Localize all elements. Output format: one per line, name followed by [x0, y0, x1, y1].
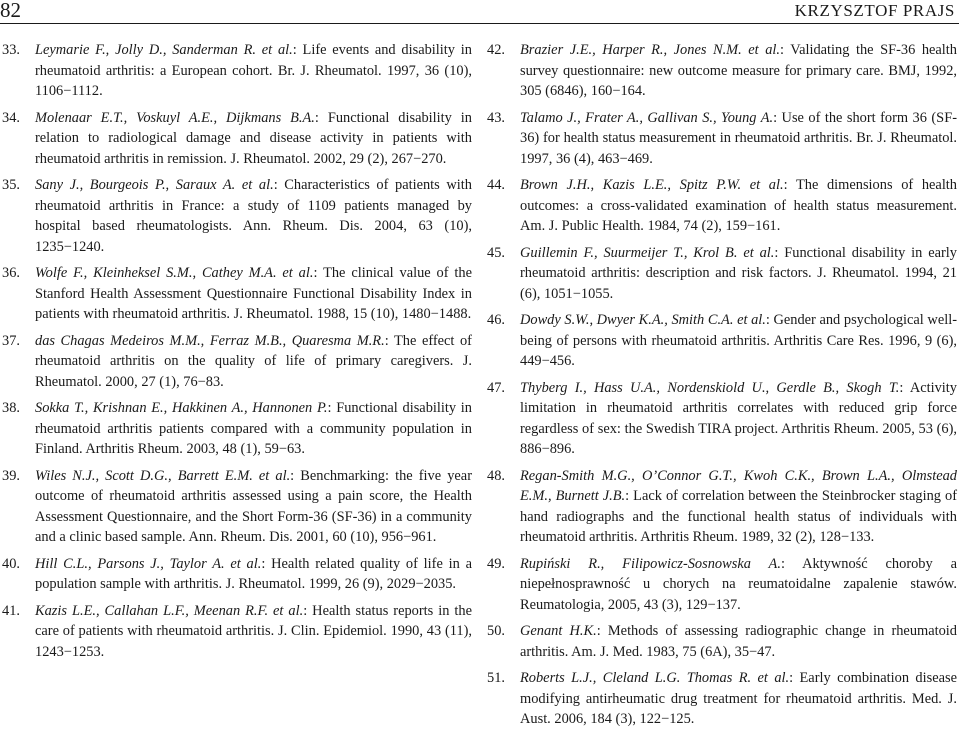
- reference-authors: Brown J.H., Kazis L.E., Spitz P.W. et al.: [520, 177, 784, 193]
- reference-number: 49.: [487, 555, 505, 572]
- reference-authors: Regan-Smith M.G., O’Connor G.T., Kwoh C.K., Brown L.A., Olmstead E.M., Burnett J.B.: [520, 467, 957, 504]
- reference-text: [35, 263, 472, 325]
- reference-text: [35, 554, 472, 595]
- reference-citation: : Benchmarking: the five year outcome of rheumatoid arthritis assessed using a pain score, the Health Assessment Questionnaire, and the Short Form-36 (SF-36) in a community and a clinic based sample. Ann. Rheum. Dis. 2001, 60 (10), 956−961.: [35, 467, 472, 545]
- reference-text: [520, 40, 957, 102]
- reference-citation: : The clinical value of the Stanford Health Assessment Questionnaire Functional Disability Index in patients with rheumatoid arthritis. J. Rheumatol. 1988, 15 (10), 1480−1488.: [35, 265, 472, 322]
- reference-entry: [487, 621, 957, 662]
- reference-citation: : Gender and psychological well-being of persons with rheumatoid arthritis. Arthritis Care Res. 1996, 9 (6), 449−456.: [520, 312, 957, 369]
- reference-authors: Genant H.K.: [520, 623, 597, 639]
- reference-entry: [487, 40, 957, 102]
- reference-citation: : Lack of correlation between the Steinbrocker staging of hand radiographs and the functional health status of individuals with rheumatoid arthritis. Arthritis Rheum. 1989, 32 (2), 128−133.: [520, 488, 957, 545]
- reference-text: [520, 378, 957, 460]
- reference-text: [520, 668, 957, 730]
- reference-number: 48.: [487, 467, 505, 484]
- reference-citation: : The dimensions of health outcomes: a cross-validated examination of health status measurement. Am. J. Public Health. 1984, 74 (2), 159−161.: [520, 177, 958, 234]
- reference-entry: [2, 175, 472, 257]
- reference-authors: Dowdy S.W., Dwyer K.A., Smith C.A. et al.: [520, 312, 766, 328]
- reference-text: [520, 621, 957, 662]
- reference-citation: : Life events and disability in rheumatoid arthritis: a European cohort. Br. J. Rheumatol. 1997, 36 (10), 1106−1112.: [35, 42, 472, 99]
- reference-number: 38.: [2, 400, 20, 416]
- reference-authors: Sokka T., Krishnan E., Hakkinen A., Hannonen P.: [35, 400, 328, 416]
- reference-authors: Rupiński R., Filipowicz-Sosnowska A.: [520, 555, 781, 572]
- reference-entry: [2, 108, 472, 170]
- reference-entry: [2, 331, 472, 393]
- reference-authors: Guillemin F., Suurmeijer T., Krol B. et al.: [520, 244, 775, 261]
- reference-entry: [487, 243, 957, 305]
- reference-number: 37.: [2, 332, 20, 349]
- reference-citation: : Validating the SF-36 health survey questionnaire: new outcome measure for primary care. BMJ, 1992, 305 (6846), 160−164.: [520, 42, 957, 99]
- reference-text: [35, 398, 472, 460]
- reference-entry: [487, 554, 957, 616]
- reference-citation: : Early combination disease modifying antirheumatic drug treatment for rheumatoid arthritis. Med. J. Aust. 2006, 184 (3), 122−125.: [520, 670, 957, 727]
- reference-citation: : Functional disability in rheumatoid arthritis patients compared with a community population in Finland. Arthritis Rheum. 2003, 48 (1), 59−63.: [35, 400, 472, 457]
- reference-citation: : Use of the short form 36 (SF-36) for health status measurement in rheumatoid arthritis. Br. J. Rheumatol. 1997, 36 (4), 463−469.: [520, 109, 957, 167]
- reference-number: 33.: [2, 42, 20, 58]
- reference-citation: : Aktywność choroby a niepełnosprawność u chorych na reumatoidalne zapalenie stawów. Reumatologia, 2005, 43 (3), 129−137.: [520, 555, 958, 613]
- reference-entry: [2, 263, 472, 325]
- reference-authors: Talamo J., Frater A., Gallivan S., Young A.: [520, 109, 774, 126]
- reference-number: 36.: [2, 265, 20, 281]
- reference-citation: : Health status reports in the care of patients with rheumatoid arthritis. J. Clin. Epidemiol. 1990, 43 (11), 1243−1253.: [35, 602, 472, 660]
- reference-entry: [2, 40, 472, 102]
- reference-authors: Sany J., Bourgeois P., Saraux A. et al.: [35, 177, 274, 193]
- reference-authors: Kazis L.E., Callahan L.F., Meenan R.F. et al.: [35, 602, 304, 619]
- reference-text: [35, 331, 472, 393]
- reference-entry: [487, 175, 957, 237]
- reference-entry: [487, 466, 957, 548]
- reference-text: [520, 175, 957, 237]
- reference-text: [35, 466, 472, 548]
- reference-text: [520, 310, 957, 372]
- reference-authors: Roberts L.J., Cleland L.G. Thomas R. et al.: [520, 670, 790, 686]
- reference-authors: Leymarie F., Jolly D., Sanderman R. et al.: [35, 42, 293, 58]
- reference-entry: [2, 601, 472, 663]
- reference-text: [35, 40, 472, 102]
- reference-authors: Wiles N.J., Scott D.G., Barrett E.M. et al.: [35, 467, 291, 484]
- reference-text: [520, 466, 957, 548]
- reference-entry: [2, 466, 472, 548]
- reference-number: 44.: [487, 177, 505, 193]
- reference-authors: Wolfe F., Kleinheksel S.M., Cathey M.A. et al.: [35, 265, 314, 281]
- reference-entry: [2, 554, 472, 595]
- reference-text: [520, 108, 957, 170]
- reference-number: 46.: [487, 312, 505, 328]
- reference-number: 43.: [487, 109, 505, 126]
- page-number: 82: [0, 0, 21, 22]
- reference-text: [35, 108, 472, 170]
- page-header: [0, 0, 959, 22]
- reference-number: 35.: [2, 177, 20, 193]
- reference-list-left: [2, 40, 472, 668]
- reference-number: 42.: [487, 42, 505, 58]
- reference-citation: : Health related quality of life in a population sample with arthritis. J. Rheumatol. 1999, 26 (9), 2029−2035.: [35, 555, 472, 592]
- reference-number: 34.: [2, 109, 20, 126]
- reference-entry: [487, 310, 957, 372]
- reference-authors: Thyberg I., Hass U.A., Nordenskiold U., Gerdle B., Skogh T.: [520, 379, 900, 396]
- reference-entry: [2, 398, 472, 460]
- reference-number: 39.: [2, 467, 20, 484]
- reference-entry: [487, 108, 957, 170]
- header-rule: [0, 23, 959, 24]
- reference-entry: [487, 668, 957, 730]
- reference-authors: Molenaar E.T., Voskuyl A.E., Dijkmans B.A.: [35, 109, 315, 126]
- reference-entry: [487, 378, 957, 460]
- reference-number: 50.: [487, 623, 505, 639]
- reference-number: 45.: [487, 244, 505, 261]
- reference-list-right: [487, 40, 957, 736]
- reference-citation: : Functional disability in early rheumatoid arthritis: description and risk factors. J. Rheumatol. 1994, 21 (6), 1051−1055.: [520, 244, 957, 302]
- running-title: KRZYSZTOF PRAJS: [794, 1, 955, 20]
- reference-citation: : Activity limitation in rheumatoid arthritis correlates with reduced grip force regardless of sex: the Swedish TIRA project. Arthritis Rheum. 2005, 53 (6), 886−896.: [520, 379, 957, 457]
- reference-citation: : The effect of rheumatoid arthritis on the quality of life of primary caregivers. J. Rheumatol. 2000, 27 (1), 76−83.: [35, 332, 472, 390]
- reference-citation: : Methods of assessing radiographic change in rheumatoid arthritis. Am. J. Med. 1983, 75 (6A), 35−47.: [520, 623, 957, 660]
- reference-number: 51.: [487, 670, 505, 686]
- reference-text: [520, 243, 957, 305]
- reference-text: [35, 601, 472, 663]
- reference-number: 41.: [2, 602, 20, 619]
- reference-number: 40.: [2, 555, 20, 572]
- reference-citation: : Functional disability in relation to radiological damage and disease activity in patients with rheumatoid arthritis in remission. J. Rheumatol. 2002, 29 (2), 267−270.: [35, 109, 472, 167]
- reference-number: 47.: [487, 379, 505, 396]
- reference-citation: : Characteristics of patients with rheumatoid arthritis in France: a study of 1109 patients managed by hospital based rheumatologists. Ann. Rheum. Dis. 2004, 63 (10), 1235−1240.: [35, 177, 472, 255]
- reference-authors: das Chagas Medeiros M.M., Ferraz M.B., Quaresma M.R.: [35, 332, 385, 349]
- reference-authors: Brazier J.E., Harper R., Jones N.M. et al.: [520, 42, 781, 58]
- reference-text: [35, 175, 472, 257]
- reference-authors: Hill C.L., Parsons J., Taylor A. et al.: [35, 555, 262, 572]
- reference-text: [520, 554, 957, 616]
